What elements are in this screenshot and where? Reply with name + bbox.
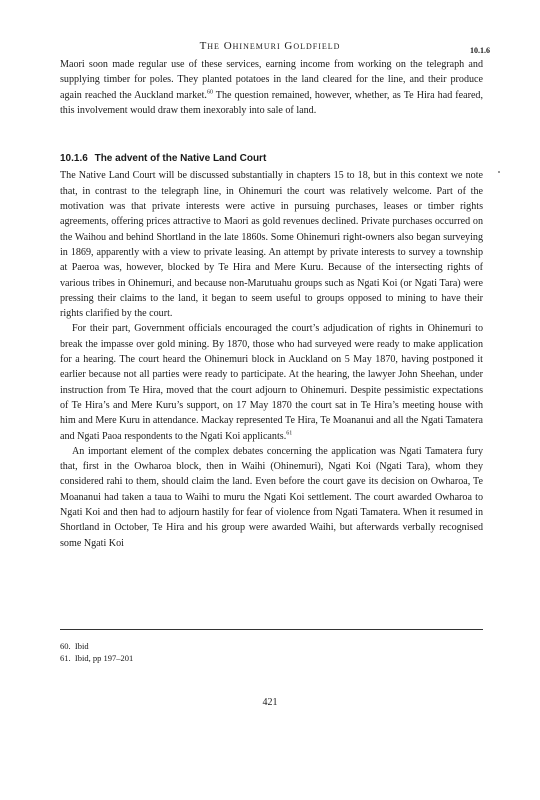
paragraph-3-text: For their part, Government officials encouraged the court’s adjudication of rights in Ohinemuri to break the impasse over gold mining. By 1870, those who had surveyed were ready to make application for a hearing. The court heard the Ohinemuri block in Auckland on 5 May 1870, having postponed it earlier because not all parties were ready to participate. At the hearing, the lawyer John Sheehan, under instruction from Te Hira, moved that the court adjourn to Ohinemuri. Despite pessimistic expectations of Te Hira’s and Mere Kuru’s support, on 17 May 1870 the court sat in Te Hira’s meeting house with him and Mere Kuru in attendance. Mackay represented Te Hira, Te Moananui and all the Ngati Tamatera and Ngati Paoa respondents to the Ngati Koi applicants. [60, 323, 483, 442]
paragraph-3 [60, 321, 483, 443]
footnote-ref-61[interactable]: 61 [286, 430, 293, 437]
paragraph-2: The Native Land Court will be discussed substantially in chapters 15 to 18, but in this context we note that, in contrast to the telegraph line, in Ohinemuri the court was relatively welcome. Part of the motivation was that private interests were active in pursuing purchases, leases or timber rights agreements, offering prices attractive to Maori as gold revenues declined. Private purchases occurred on the Waihou and behind Shortland in the late 1860s. Some Ohinemuri right-owners also began surveying in 1869, apparently with a view to private leasing. An attempt by private interests to survey a township at Paeroa was, however, blocked by Te Hira and Mere Kuru. Because of the intersecting rights of various tribes in Ohinemuri, and because non-Marutuahu groups such as Ngati Koi (or Ngati Tara) were pressing their claims to the land, it began to seem useful to groups opposed to mining to have their rights clarified by the court. [60, 170, 483, 320]
paragraph-1-tail: The question remained, however, whether, as Te Hira had feared, this involvement would draw them inexorably into sale of land. [60, 89, 484, 116]
body-text [60, 57, 483, 551]
margin-speck [498, 171, 500, 173]
paragraph-1-text: Maori soon made regular use of these services, earning income from working on the telegraph and supplying timber for poles. They planted potatoes in the land cleared for the line, and their produce again reached the Auckland market. [60, 59, 483, 101]
footnote-60: 60. Ibid [60, 641, 89, 651]
footnote-61: 61. Ibid, pp 197–201 [60, 653, 134, 663]
paragraph-4: An important element of the complex debates concerning the application was Ngati Tamatera fury that, first in the Owharoa block, then in Waihi (Ohinemuri), Ngati Koi (Ngati Tara), whom they considered rahi to them, should claim the land. Even before the court gave its decision on Owharoa, Te Moananui had taken a taua to Waihi to muru the Ngati Koi settlement. The court awarded Owharoa to Ngati Koi and then had to adjourn hastily for fear of violence from Ngati Tamatera. When it resumed in Shortland in October, Te Hira and his group were awarded Waihi, but afterwards verbally recognised some Ngati Koi [60, 445, 483, 549]
footnote-ref-60[interactable]: 60 [206, 89, 213, 96]
footnotes [60, 640, 483, 664]
footnote-divider [60, 629, 483, 630]
section-heading-title: The advent of the Native Land Court [94, 153, 267, 165]
paragraph-1 [60, 57, 483, 118]
section-number: 10.1.6 [470, 46, 490, 55]
section-heading [60, 151, 483, 166]
page-number: 421 [262, 697, 278, 708]
running-head: The Ohinemuri Goldfield [199, 40, 341, 52]
section-heading-number: 10.1.6 [60, 153, 88, 165]
